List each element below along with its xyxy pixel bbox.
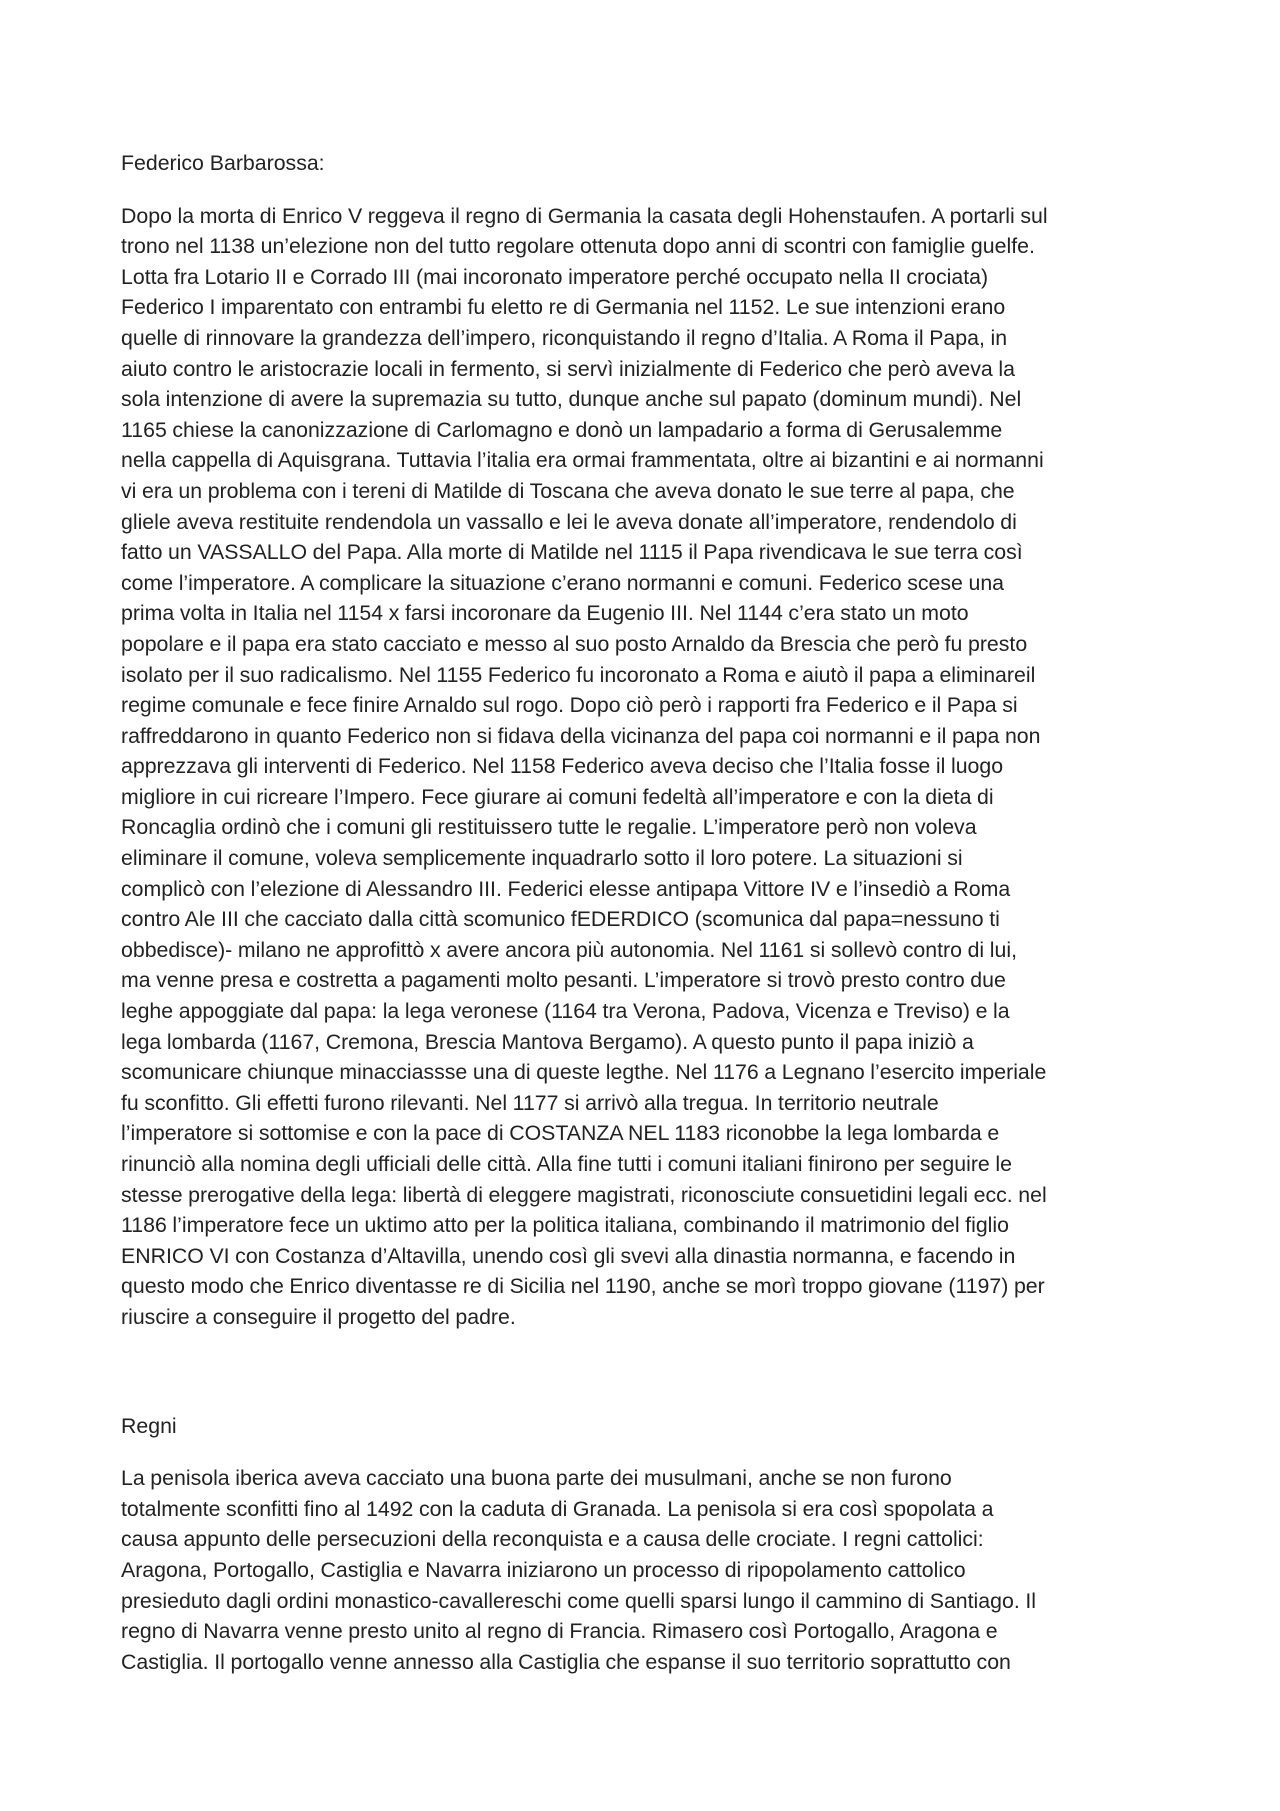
text-line: presieduto dagli ordini monastico-cavallereschi come quelli sparsi lungo il cammino di Santiago. Il <box>121 1588 1036 1613</box>
text-line: fu sconfitto. Gli effetti furono rilevanti. Nel 1177 si arrivò alla tregua. In territorio neutrale <box>121 1090 939 1115</box>
text-line: ma venne presa e costretta a pagamenti molto pesanti. L’imperatore si trovò presto contro due <box>121 968 1006 993</box>
text-line: prima volta in Italia nel 1154 x farsi incoronare da Eugenio III. Nel 1144 c’era stato un moto <box>121 601 969 626</box>
text-line: eliminare il comune, voleva semplicemente inquadrarlo sotto il loro potere. La situazioni si <box>121 846 963 871</box>
text-line: fatto un VASSALLO del Papa. Alla morte di Matilde nel 1115 il Papa rivendicava le sue terra così <box>121 540 1023 565</box>
text-line: rinunciò alla nomina degli ufficiali delle città. Alla fine tutti i comuni italiani finirono per seguire le <box>121 1152 1012 1176</box>
section-heading-regni: Regni <box>121 1413 177 1438</box>
document-body <box>121 148 1166 1677</box>
text-line: ENRICO VI con Costanza d’Altavilla, unendo così gli svevi alla dinastia normanna, e facendo in <box>121 1243 1016 1268</box>
text-line: quelle di rinnovare la grandezza dell’impero, riconquistando il regno d’Italia. A Roma il Papa, in <box>121 325 1008 350</box>
text-line: popolare e il papa era stato cacciato e messo al suo posto Arnaldo da Brescia che però fu presto <box>121 631 1028 656</box>
text-line: regime comunale e fece finire Arnaldo sul rogo. Dopo ciò però i rapporti fra Federico e il Papa si <box>121 693 1018 718</box>
text-line: causa appunto delle persecuzioni della reconquista e a causa delle crociate. I regni cattolici: <box>121 1527 984 1552</box>
text-line: leghe appoggiate dal papa: la lega veronese (1164 tra Verona, Padova, Vicenza e Treviso) e la <box>121 999 1010 1024</box>
section-heading-federico: Federico Barbarossa: <box>121 151 325 175</box>
text-line: riuscire a conseguire il progetto del padre. <box>121 1304 516 1329</box>
text-line: 1186 l’imperatore fece un uktimo atto per la politica italiana, combinando il matrimonio del figlio <box>121 1213 1009 1238</box>
text-line: Lotta fra Lotario II e Corrado III (mai incoronato imperatore perché occupato nella II crociata) <box>121 264 989 289</box>
text-line: come l’imperatore. A complicare la situazione c’erano normanni e comuni. Federico scese una <box>121 570 1005 595</box>
text-line: lega lombarda (1167, Cremona, Brescia Mantova Bergamo). A questo punto il papa iniziò a <box>121 1029 974 1054</box>
text-line: questo modo che Enrico diventasse re di Sicilia nel 1190, anche se morì troppo giovane (1197) per <box>121 1274 1045 1299</box>
text-line: scomunicare chiunque minacciassse una di queste legthe. Nel 1176 a Legnano l’esercito imperiale <box>121 1060 1047 1085</box>
spacer <box>121 179 1166 201</box>
text-line: nella cappella di Aquisgrana. Tuttavia l’italia era ormai frammentata, oltre ai bizantini e ai normanni <box>121 448 1044 473</box>
text-line: trono nel 1138 un’elezione non del tutto regolare ottenuta dopo anni di scontri con famiglie guelfe. <box>121 234 1035 259</box>
spacer <box>121 1441 1166 1463</box>
text-line: Federico I imparentato con entrambi fu eletto re di Germania nel 1152. Le sue intenzioni erano <box>121 295 1006 320</box>
text-line: complicò con l’elezione di Alessandro III. Federici elesse antipapa Vittore IV e l’insediò a Roma <box>121 876 1011 901</box>
text-line: contro Ale III che cacciato dalla città scomunico fEDERDICO (scomunica dal papa=nessuno ti <box>121 907 1000 932</box>
text-line: sola intenzione di avere la supremazia su tutto, dunque anche sul papato (dominum mundi). Nel <box>121 387 1022 412</box>
text-line: Aragona, Portogallo, Castiglia e Navarra iniziarono un processo di ripopolamento cattolico <box>121 1557 966 1582</box>
spacer <box>121 1333 1166 1411</box>
text-line: aiuto contro le aristocrazie locali in fermento, si servì inizialmente di Federico che però aveva la <box>121 356 1015 381</box>
paragraph-regni <box>121 1463 1166 1677</box>
text-line: isolato per il suo radicalismo. Nel 1155 Federico fu incoronato a Roma e aiutò il papa a eliminareil <box>121 662 1036 687</box>
text-line: obbedisce)- milano ne approfittò x avere ancora più autonomia. Nel 1161 si sollevò contro di lui, <box>121 937 1018 962</box>
text-line: l’imperatore si sottomise e con la pace di COSTANZA NEL 1183 riconobbe la lega lombarda e <box>121 1121 1000 1146</box>
text-line: migliore in cui ricreare l’Impero. Fece giurare ai comuni fedeltà all’imperatore e con la dieta di <box>121 784 994 809</box>
text-line: Dopo la morta di Enrico V reggeva il regno di Germania la casata degli Hohenstaufen. A portarli sul <box>121 203 1048 228</box>
text-line: vi era un problema con i tereni di Matilde di Toscana che aveva donato le sue terre al papa, che <box>121 478 1015 503</box>
paragraph-federico <box>121 201 1166 1333</box>
text-line: Castiglia. Il portogallo venne annesso alla Castiglia che espanse il suo territorio soprattutto con <box>121 1649 1011 1674</box>
text-line: apprezzava gli interventi di Federico. Nel 1158 Federico aveva deciso che l’Italia fosse il luogo <box>121 754 1004 779</box>
text-line: regno di Navarra venne presto unito al regno di Francia. Rimasero così Portogallo, Aragona e <box>121 1619 998 1644</box>
text-line: gliele aveva restituite rendendola un vassallo e lei le aveva donate all’imperatore, rendendolo di <box>121 509 1017 534</box>
text-line: totalmente sconfitti fino al 1492 con la caduta di Granada. La penisola si era così spopolata a <box>121 1496 994 1521</box>
text-line: Roncaglia ordinò che i comuni gli restituissero tutte le regalie. L’imperatore però non voleva <box>121 815 977 840</box>
text-line: La penisola iberica aveva cacciato una buona parte dei musulmani, anche se non furono <box>121 1466 952 1491</box>
text-line: stesse prerogative della lega: libertà di eleggere magistrati, riconosciute consuetidini legali ecc. nel <box>121 1182 1047 1207</box>
text-line: raffreddarono in quanto Federico non si fidava della vicinanza del papa coi normanni e il papa non <box>121 723 1041 748</box>
text-line: 1165 chiese la canonizzazione di Carlomagno e donò un lampadario a forma di Gerusalemme <box>121 417 1003 442</box>
